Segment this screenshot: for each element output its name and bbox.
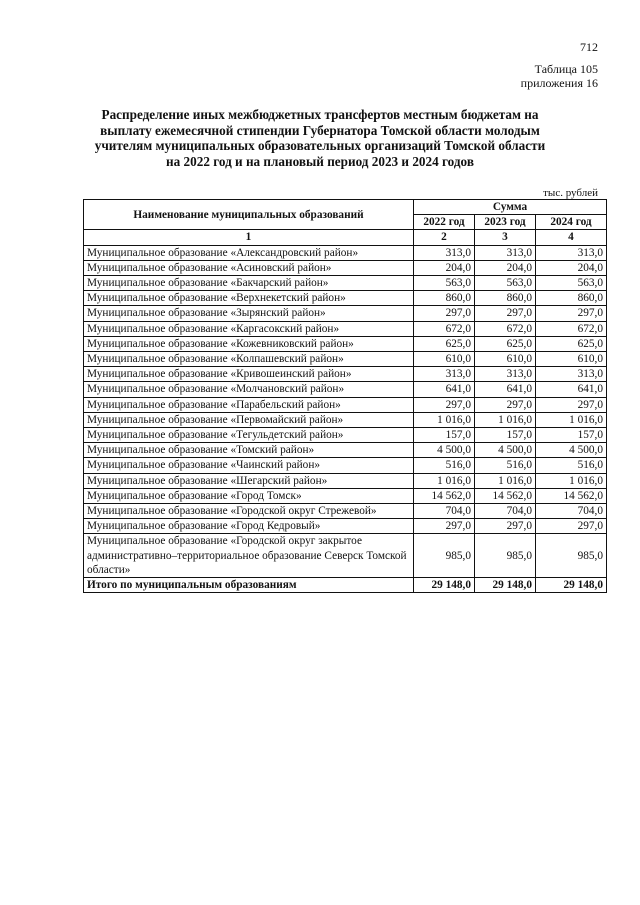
amount-2023: 625,0 bbox=[475, 336, 536, 351]
amount-2024: 610,0 bbox=[536, 352, 607, 367]
column-header-sum: Сумма bbox=[414, 200, 607, 215]
table-row bbox=[84, 488, 607, 503]
column-header-name: Наименование муниципальных образований bbox=[84, 200, 414, 230]
amount-2023: 704,0 bbox=[475, 504, 536, 519]
amount-2023: 297,0 bbox=[475, 519, 536, 534]
table-row bbox=[84, 473, 607, 488]
amount-2024: 313,0 bbox=[536, 367, 607, 382]
amount-2023: 313,0 bbox=[475, 367, 536, 382]
total-2022: 29 148,0 bbox=[414, 578, 475, 593]
amount-2024: 1 016,0 bbox=[536, 412, 607, 427]
distribution-table bbox=[83, 199, 607, 593]
table-row bbox=[84, 382, 607, 397]
table-row bbox=[84, 397, 607, 412]
amount-2024: 297,0 bbox=[536, 306, 607, 321]
amount-2022: 4 500,0 bbox=[414, 443, 475, 458]
amount-2022: 516,0 bbox=[414, 458, 475, 473]
amount-2024: 4 500,0 bbox=[536, 443, 607, 458]
column-header-2024: 2024 год bbox=[536, 215, 607, 230]
amount-2022: 313,0 bbox=[414, 367, 475, 382]
amount-2023: 4 500,0 bbox=[475, 443, 536, 458]
amount-2022: 1 016,0 bbox=[414, 412, 475, 427]
amount-2022: 641,0 bbox=[414, 382, 475, 397]
amount-2022: 860,0 bbox=[414, 291, 475, 306]
total-2023: 29 148,0 bbox=[475, 578, 536, 593]
amount-2024: 313,0 bbox=[536, 245, 607, 260]
page-number: 712 bbox=[580, 40, 598, 54]
table-ref-appendix: приложения 16 bbox=[520, 76, 598, 90]
amount-2024: 157,0 bbox=[536, 428, 607, 443]
amount-2022: 157,0 bbox=[414, 428, 475, 443]
amount-2023: 204,0 bbox=[475, 260, 536, 275]
table-row bbox=[84, 412, 607, 427]
amount-2022: 1 016,0 bbox=[414, 473, 475, 488]
amount-2023: 157,0 bbox=[475, 428, 536, 443]
amount-2024: 641,0 bbox=[536, 382, 607, 397]
amount-2023: 14 562,0 bbox=[475, 488, 536, 503]
units-label: тыс. рублей bbox=[543, 187, 598, 199]
municipality-name: Муниципальное образование «Зырянский район» bbox=[84, 306, 414, 321]
table-row bbox=[84, 245, 607, 260]
table-row bbox=[84, 367, 607, 382]
document-title: Распределение иных межбюджетных трансфертов местным бюджетам на выплату ежемесячной стипендии Губернатора Томской области молодым учителям муниципальных образовательных организаций Томской области на 2022 год и на плановый период 2023 и 2024 годов bbox=[94, 107, 546, 169]
amount-2024: 563,0 bbox=[536, 276, 607, 291]
municipality-name: Муниципальное образование «Тегульдетский район» bbox=[84, 428, 414, 443]
municipality-name: Муниципальное образование «Молчановский район» bbox=[84, 382, 414, 397]
municipality-name: Муниципальное образование «Парабельский район» bbox=[84, 397, 414, 412]
amount-2024: 1 016,0 bbox=[536, 473, 607, 488]
table-row bbox=[84, 276, 607, 291]
amount-2022: 704,0 bbox=[414, 504, 475, 519]
table-row bbox=[84, 428, 607, 443]
amount-2022: 625,0 bbox=[414, 336, 475, 351]
amount-2024: 297,0 bbox=[536, 397, 607, 412]
municipality-name: Муниципальное образование «Первомайский район» bbox=[84, 412, 414, 427]
amount-2023: 610,0 bbox=[475, 352, 536, 367]
table-row bbox=[84, 306, 607, 321]
municipality-name: Муниципальное образование «Шегарский район» bbox=[84, 473, 414, 488]
column-number-row bbox=[84, 230, 607, 245]
municipality-name: Муниципальное образование «Город Томск» bbox=[84, 488, 414, 503]
amount-2022: 297,0 bbox=[414, 519, 475, 534]
amount-2024: 625,0 bbox=[536, 336, 607, 351]
amount-2023: 641,0 bbox=[475, 382, 536, 397]
amount-2023: 985,0 bbox=[475, 534, 536, 578]
municipality-name: Муниципальное образование «Чаинский район» bbox=[84, 458, 414, 473]
municipality-name: Муниципальное образование «Каргасокский район» bbox=[84, 321, 414, 336]
municipality-name: Муниципальное образование «Верхнекетский район» bbox=[84, 291, 414, 306]
amount-2022: 204,0 bbox=[414, 260, 475, 275]
amount-2022: 14 562,0 bbox=[414, 488, 475, 503]
amount-2024: 204,0 bbox=[536, 260, 607, 275]
column-number: 2 bbox=[414, 230, 475, 245]
table-row bbox=[84, 321, 607, 336]
amount-2023: 297,0 bbox=[475, 306, 536, 321]
amount-2022: 610,0 bbox=[414, 352, 475, 367]
municipality-name: Муниципальное образование «Городской округ Стрежевой» bbox=[84, 504, 414, 519]
amount-2022: 985,0 bbox=[414, 534, 475, 578]
table-row bbox=[84, 291, 607, 306]
amount-2023: 516,0 bbox=[475, 458, 536, 473]
amount-2022: 313,0 bbox=[414, 245, 475, 260]
table-row bbox=[84, 458, 607, 473]
amount-2024: 297,0 bbox=[536, 519, 607, 534]
municipality-name: Муниципальное образование «Асиновский район» bbox=[84, 260, 414, 275]
column-number: 3 bbox=[475, 230, 536, 245]
table-reference bbox=[521, 62, 598, 90]
municipality-name: Муниципальное образование «Городской округ закрытое административно–территориальное образование Северск Томской области» bbox=[84, 534, 414, 578]
table-row bbox=[84, 336, 607, 351]
total-label: Итого по муниципальным образованиям bbox=[84, 578, 414, 593]
amount-2024: 672,0 bbox=[536, 321, 607, 336]
column-number: 1 bbox=[84, 230, 414, 245]
municipality-name: Муниципальное образование «Бакчарский район» bbox=[84, 276, 414, 291]
column-header-2022: 2022 год bbox=[414, 215, 475, 230]
amount-2023: 563,0 bbox=[475, 276, 536, 291]
amount-2023: 1 016,0 bbox=[475, 412, 536, 427]
amount-2023: 860,0 bbox=[475, 291, 536, 306]
table-ref-number: Таблица 105 bbox=[534, 62, 598, 76]
total-row bbox=[84, 578, 607, 593]
municipality-name: Муниципальное образование «Кожевниковский район» bbox=[84, 336, 414, 351]
amount-2023: 672,0 bbox=[475, 321, 536, 336]
municipality-name: Муниципальное образование «Томский район» bbox=[84, 443, 414, 458]
amount-2023: 313,0 bbox=[475, 245, 536, 260]
table-row bbox=[84, 519, 607, 534]
column-header-2023: 2023 год bbox=[475, 215, 536, 230]
municipality-name: Муниципальное образование «Александровский район» bbox=[84, 245, 414, 260]
table-row bbox=[84, 260, 607, 275]
amount-2023: 1 016,0 bbox=[475, 473, 536, 488]
amount-2022: 672,0 bbox=[414, 321, 475, 336]
municipality-name: Муниципальное образование «Город Кедровый» bbox=[84, 519, 414, 534]
column-number: 4 bbox=[536, 230, 607, 245]
table-row bbox=[84, 352, 607, 367]
municipality-name: Муниципальное образование «Кривошеинский район» bbox=[84, 367, 414, 382]
amount-2022: 297,0 bbox=[414, 397, 475, 412]
table-row bbox=[84, 443, 607, 458]
amount-2024: 985,0 bbox=[536, 534, 607, 578]
amount-2024: 516,0 bbox=[536, 458, 607, 473]
amount-2024: 704,0 bbox=[536, 504, 607, 519]
amount-2022: 563,0 bbox=[414, 276, 475, 291]
total-2024: 29 148,0 bbox=[536, 578, 607, 593]
amount-2022: 297,0 bbox=[414, 306, 475, 321]
table-row bbox=[84, 534, 607, 578]
amount-2023: 297,0 bbox=[475, 397, 536, 412]
table-body bbox=[84, 230, 607, 593]
table-row bbox=[84, 504, 607, 519]
municipality-name: Муниципальное образование «Колпашевский район» bbox=[84, 352, 414, 367]
amount-2024: 860,0 bbox=[536, 291, 607, 306]
amount-2024: 14 562,0 bbox=[536, 488, 607, 503]
